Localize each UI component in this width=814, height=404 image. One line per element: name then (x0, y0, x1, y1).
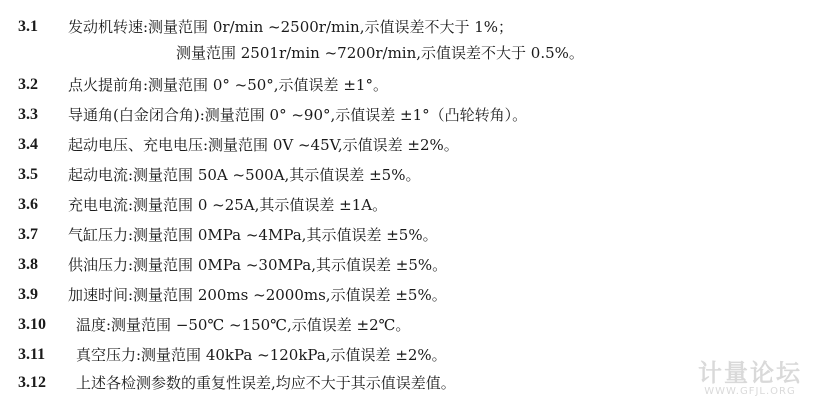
item-number: 3.2 (18, 76, 38, 93)
item-text: 温度:测量范围 −50℃ ~150℃,示值误差 ±2℃。 (76, 316, 411, 334)
item-text-continuation: 测量范围 2501r/min ~7200r/min,示值误差不大于 0.5%。 (176, 44, 584, 62)
item-number: 3.5 (18, 166, 38, 183)
item-text: 供油压力:测量范围 0MPa ~30MPa,其示值误差 ±5%。 (68, 256, 448, 274)
site-watermark (698, 360, 802, 398)
item-number: 3.12 (18, 374, 46, 391)
item-text: 气缸压力:测量范围 0MPa ~4MPa,其示值误差 ±5%。 (68, 226, 438, 244)
item-text: 充电电流:测量范围 0 ~25A,其示值误差 ±1A。 (68, 196, 388, 214)
item-text: 导通角(白金闭合角):测量范围 0° ~90°,示值误差 ±1°（凸轮转角）。 (68, 106, 528, 124)
item-number: 3.1 (18, 18, 38, 35)
item-text: 真空压力:测量范围 40kPa ~120kPa,示值误差 ±2%。 (76, 346, 447, 364)
item-text: 点火提前角:测量范围 0° ~50°,示值误差 ±1°。 (68, 76, 388, 94)
item-text: 加速时间:测量范围 200ms ~2000ms,示值误差 ±5%。 (68, 286, 447, 304)
item-text: 起动电压、充电电压:测量范围 0V ~45V,示值误差 ±2%。 (68, 136, 459, 154)
watermark-url: WWW.GFJL.ORG (704, 386, 796, 397)
item-number: 3.6 (18, 196, 38, 213)
item-number: 3.8 (18, 256, 38, 273)
item-number: 3.4 (18, 136, 38, 153)
item-text: 起动电流:测量范围 50A ~500A,其示值误差 ±5%。 (68, 166, 421, 184)
watermark-title: 计量论坛 (698, 359, 802, 387)
item-number: 3.9 (18, 286, 38, 303)
item-number: 3.11 (18, 346, 46, 363)
item-number: 3.7 (18, 226, 38, 243)
item-text: 发动机转速:测量范围 0r/min ~2500r/min,示值误差不大于 1%； (68, 18, 514, 36)
item-number: 3.10 (18, 316, 46, 333)
item-text: 上述各检测参数的重复性误差,均应不大于其示值误差值。 (76, 374, 456, 392)
item-number: 3.3 (18, 106, 38, 123)
